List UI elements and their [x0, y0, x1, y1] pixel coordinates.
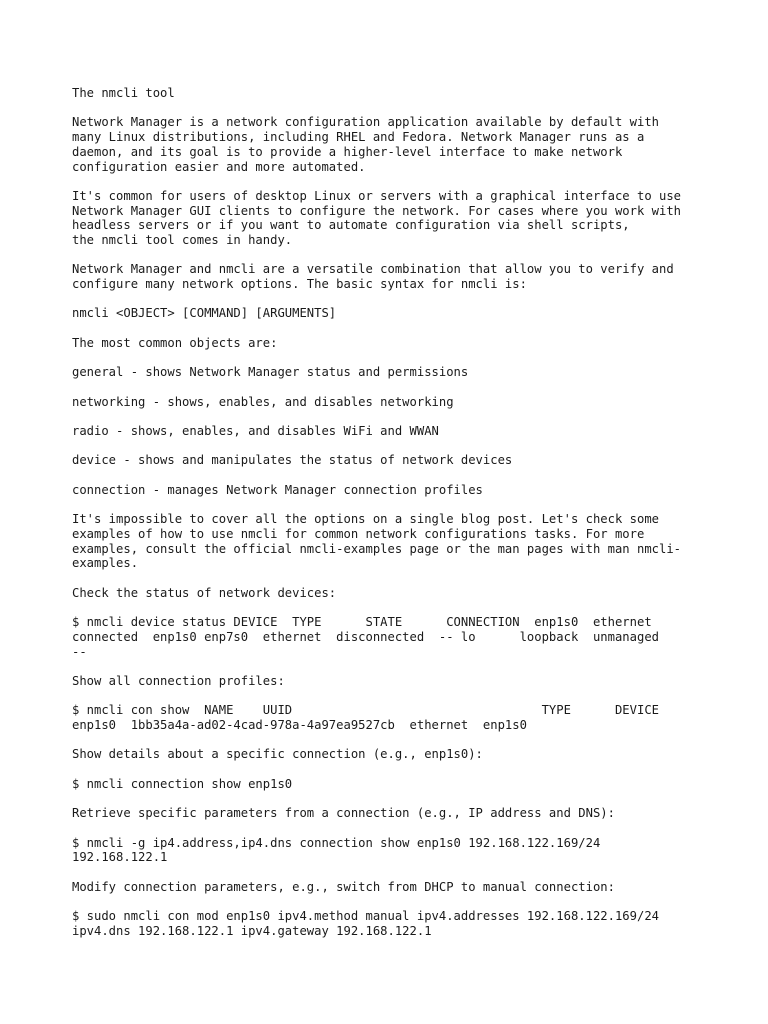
object-networking: networking - shows, enables, and disables networking: [72, 394, 454, 409]
document-page: [72, 86, 712, 953]
code-syntax: nmcli <OBJECT> [COMMAND] [ARGUMENTS]: [72, 306, 337, 321]
object-radio: radio - shows, enables, and disables WiFi and WWAN: [72, 424, 439, 439]
heading-connection-profiles: Show all connection profiles:: [72, 673, 285, 688]
heading-connection-details: Show details about a specific connection (e.g., enp1s0):: [72, 747, 483, 762]
paragraph-intro: Network Manager is a network configuration application available by default with many Linux distributions, including RHEL and Fedora. Network Manager runs as a daemon, and its goal is to provide a higher-level interface to make network configuration easier and more automated.: [72, 115, 659, 174]
heading-device-status: Check the status of network devices:: [72, 585, 337, 600]
heading-modify-params: Modify connection parameters, e.g., switch from DHCP to manual connection:: [72, 879, 615, 894]
heading-retrieve-params: Retrieve specific parameters from a connection (e.g., IP address and DNS):: [72, 806, 615, 821]
object-connection: connection - manages Network Manager connection profiles: [72, 482, 483, 497]
code-device-status: $ nmcli device status DEVICE TYPE STATE CONNECTION enp1s0 ethernet connected enp1s0 enp7s0 ethernet disconnected -- lo loopback unmanaged --: [72, 615, 659, 659]
code-connection-show: $ nmcli connection show enp1s0: [72, 776, 293, 791]
paragraph-examples: It's impossible to cover all the options on a single blog post. Let's check some examples of how to use nmcli for common network configurations tasks. For more examples, consult the official nmcli-examples page or the man pages with man nmcli- examples.: [72, 512, 682, 571]
object-device: device - shows and manipulates the status of network devices: [72, 453, 513, 468]
code-modify-params: $ sudo nmcli con mod enp1s0 ipv4.method manual ipv4.addresses 192.168.122.169/24 ipv4.dns 192.168.122.1 ipv4.gateway 192.168.122.1: [72, 909, 659, 938]
paragraph-syntax-intro: Network Manager and nmcli are a versatile combination that allow you to verify and configure many network options. The basic syntax for nmcli is:: [72, 262, 674, 292]
document-title: The nmcli tool: [72, 86, 175, 100]
object-general: general - shows Network Manager status and permissions: [72, 365, 469, 380]
code-retrieve-params: $ nmcli -g ip4.address,ip4.dns connection show enp1s0 192.168.122.169/24 192.168.122.1: [72, 835, 601, 865]
code-con-show: $ nmcli con show NAME UUID TYPE DEVICE enp1s0 1bb35a4a-ad02-4cad-978a-4a97ea9527cb ethernet enp1s0: [72, 703, 659, 732]
paragraph-objects-intro: The most common objects are:: [72, 335, 278, 350]
paragraph-gui-clients: It's common for users of desktop Linux or servers with a graphical interface to use Network Manager GUI clients to configure the network. For cases where you work with headless servers or if you want to automate configuration via shell scripts, the nmcli tool comes in handy.: [72, 188, 682, 247]
